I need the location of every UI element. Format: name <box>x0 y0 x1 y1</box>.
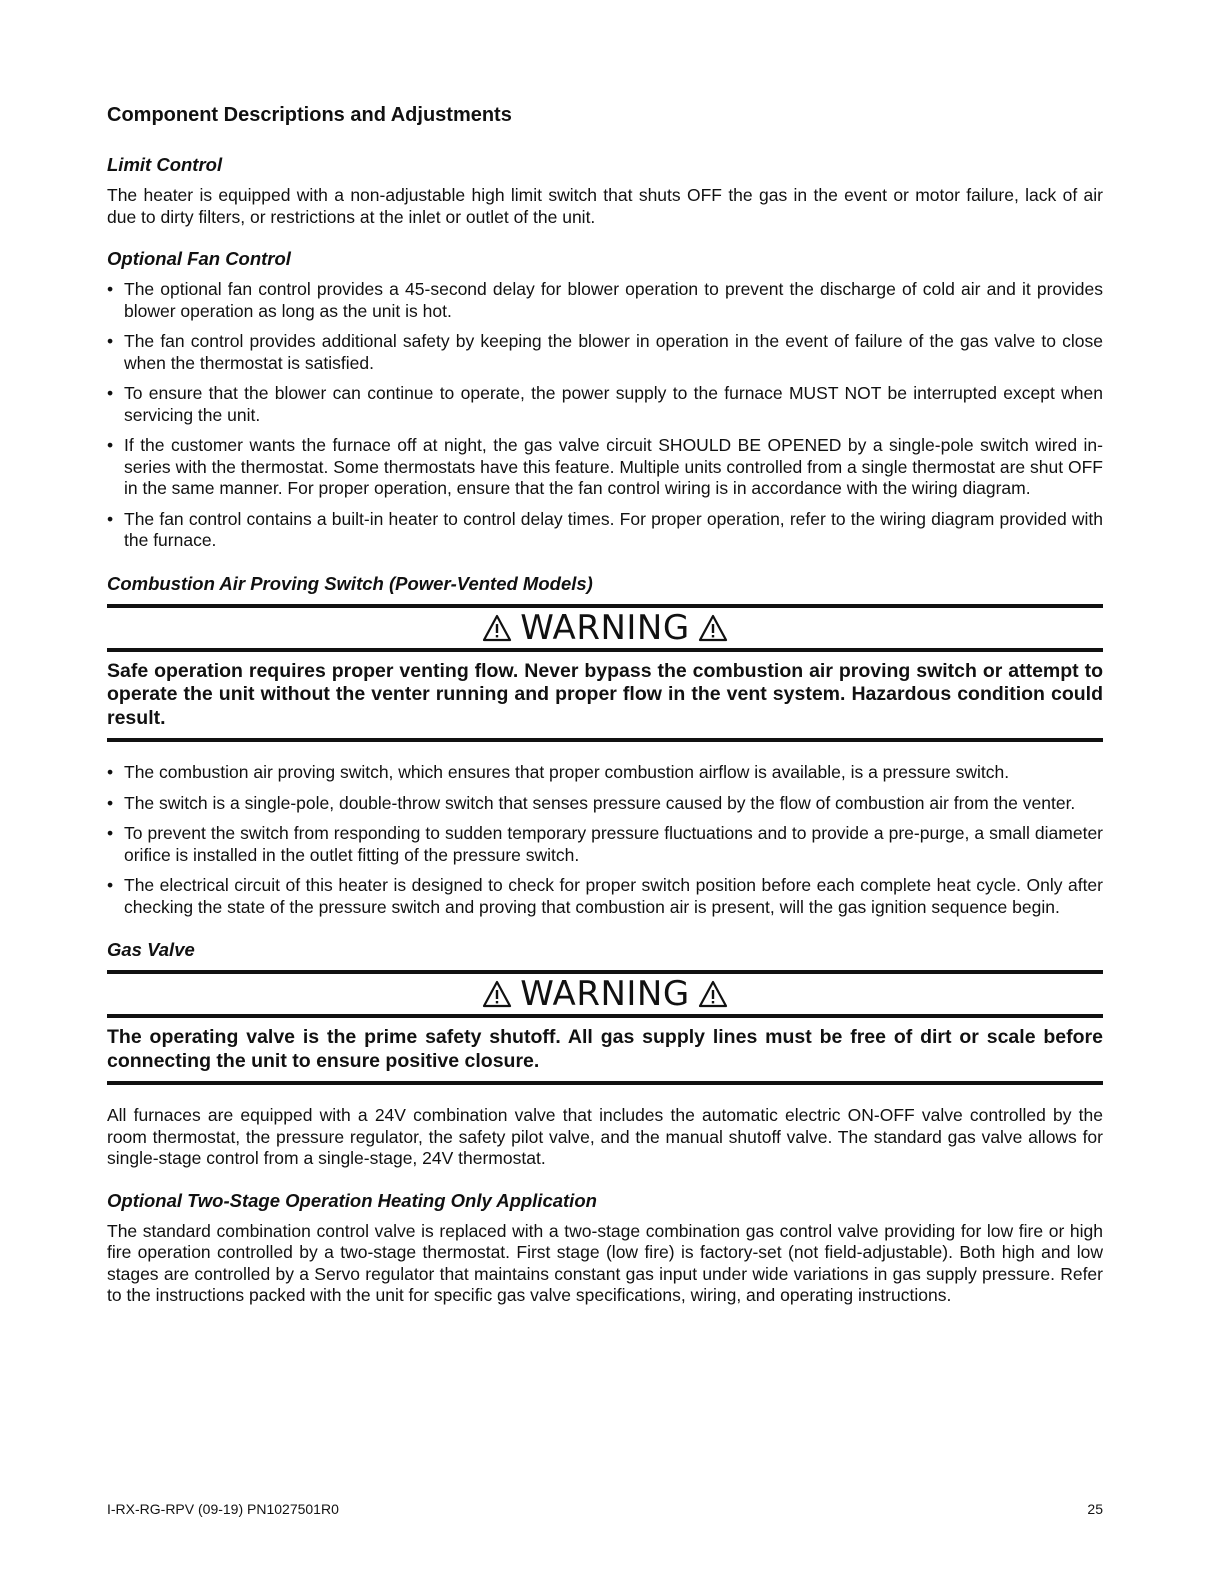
list-item: • The electrical circuit of this heater is designed to check for proper switch position before each complete heat cycle. Only after checking the state of the pressure switch and proving that combustion air is present, will the gas ignition sequence begin. <box>107 875 1103 917</box>
list-item: • To ensure that the blower can continue to operate, the power supply to the furnace MUST NOT be interrupted except when servicing the unit. <box>107 383 1103 425</box>
list-item: • The optional fan control provides a 45-second delay for blower operation to prevent the discharge of cold air and it provides blower operation as long as the unit is hot. <box>107 279 1103 321</box>
air-switch-list <box>107 762 1103 918</box>
fan-control-list <box>107 279 1103 552</box>
limit-control-title: Limit Control <box>107 154 223 175</box>
warning-heading <box>107 974 1103 1014</box>
divider <box>107 1081 1103 1085</box>
warning-text: The operating valve is the prime safety shutoff. All gas supply lines must be free of dirt or scale before connecting the unit to ensure positive closure. <box>107 1026 1103 1072</box>
divider <box>107 738 1103 742</box>
warning-box-gas <box>107 970 1103 1085</box>
footer-doc-id: I-RX-RG-RPV (09-19) PN1027501R0 <box>107 1501 339 1517</box>
limit-control-text: The heater is equipped with a non-adjustable high limit switch that shuts OFF the gas in the event or motor failure, lack of air due to dirty filters, or restrictions at the inlet or outlet of the unit. <box>107 185 1103 227</box>
gas-valve-title: Gas Valve <box>107 939 195 960</box>
list-item: • The switch is a single-pole, double-throw switch that senses pressure caused by the flow of combustion air from the venter. <box>107 792 1076 813</box>
warning-triangle-icon <box>698 980 728 1008</box>
warning-triangle-icon <box>482 614 512 642</box>
warning-heading <box>107 608 1103 648</box>
list-item: • To prevent the switch from responding to sudden temporary pressure fluctuations and to provide a pre-purge, a small diameter orifice is installed in the outlet fitting of the pressure switch. <box>107 823 1103 865</box>
page-heading: Component Descriptions and Adjustments <box>107 104 512 126</box>
warning-box-venting <box>107 604 1103 743</box>
warning-triangle-icon <box>698 614 728 642</box>
warning-label: WARNING <box>520 607 690 648</box>
warning-triangle-icon <box>482 980 512 1008</box>
list-item: • If the customer wants the furnace off at night, the gas valve circuit SHOULD BE OPENED by a single-pole switch wired in-series with the thermostat. Some thermostats have this feature. Multiple units controlled from a single thermostat are shut OFF in the same manner. For proper operation, ensure that the fan control wiring is in accordance with the wiring diagram. <box>107 435 1103 498</box>
fan-control-title: Optional Fan Control <box>107 248 291 269</box>
main-content <box>107 101 1103 1326</box>
two-stage-text: The standard combination control valve is replaced with a two-stage combination gas control valve providing for low fire or high fire operation controlled by a two-stage thermostat. First stage (low fire) is factory-set (not field-adjustable). Both high and low stages are controlled by a Servo regulator that maintains constant gas input under wide variations in gas supply pressure. Refer to the instructions packed with the unit for specific gas valve specifications, wiring, and operating instructions. <box>107 1220 1103 1305</box>
air-switch-title: Combustion Air Proving Switch (Power-Vented Models) <box>107 572 593 594</box>
warning-text: Safe operation requires proper venting flow. Never bypass the combustion air proving switch or attempt to operate the unit without the venter running and proper flow in the vent system. Hazardous condition could result. <box>107 659 1103 729</box>
two-stage-title: Optional Two-Stage Operation Heating Only Application <box>107 1189 597 1211</box>
footer-page-number: 25 <box>1087 1501 1103 1517</box>
list-item: • The fan control contains a built-in heater to control delay times. For proper operation, refer to the wiring diagram provided with the furnace. <box>107 508 1103 550</box>
warning-label: WARNING <box>520 974 690 1014</box>
gas-valve-text: All furnaces are equipped with a 24V combination valve that includes the automatic electric ON-OFF valve controlled by the room thermostat, the pressure regulator, the safety pilot valve, and the manual shutoff valve. The standard gas valve allows for single-stage control from a single-stage, 24V thermostat. <box>107 1105 1103 1168</box>
list-item: • The fan control provides additional safety by keeping the blower in operation in the event of failure of the gas valve to close when the thermostat is satisfied. <box>107 331 1103 373</box>
list-item: • The combustion air proving switch, which ensures that proper combustion airflow is available, is a pressure switch. <box>107 762 1010 782</box>
